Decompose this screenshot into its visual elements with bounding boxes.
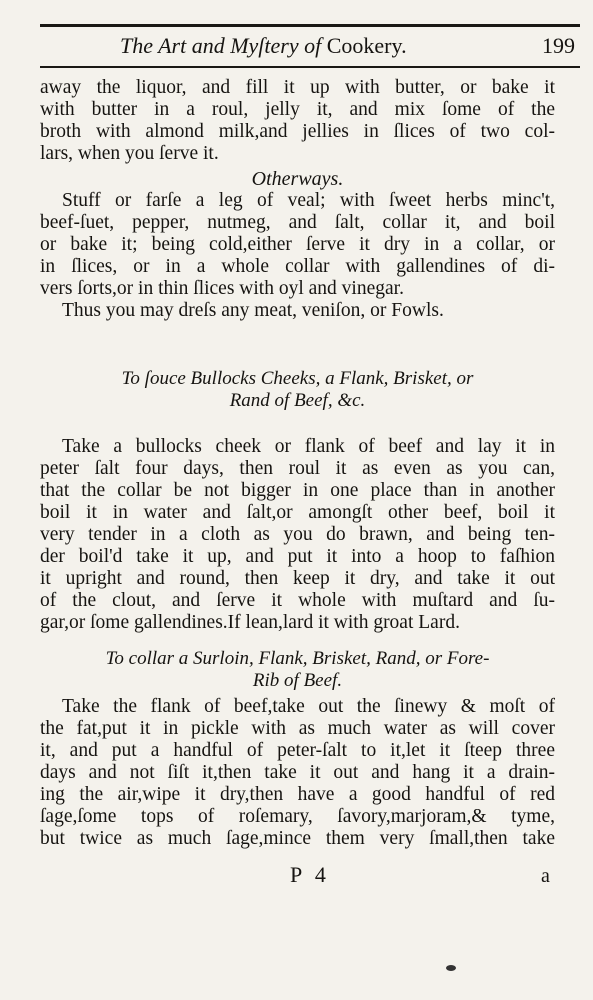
running-title-italic: The Art and Myſtery of <box>120 33 322 58</box>
text-line: of the clout, and ſerve it whole with muſtard and ſu- <box>40 590 555 611</box>
page-number: 199 <box>542 33 575 58</box>
text-line: that the collar be not bigger in one place than in another <box>40 480 555 501</box>
text-line: the fat,put it in pickle with as much water as will cover <box>40 718 555 739</box>
title-line: To collar a Surloin, Flank, Brisket, Rand, or Fore- <box>105 648 490 669</box>
otherways-section <box>40 168 555 322</box>
top-rule <box>40 24 580 27</box>
text-line: days and not ſiſt it,then take it out and hang it a drain- <box>40 762 555 783</box>
text-line: Take the flank of beef,take out the ſinewy & moſt of <box>62 696 555 717</box>
text-line: gar,or ſome gallendines.If lean,lard it with groat Lard. <box>40 612 460 633</box>
text-line: Take a bullocks cheek or flank of beef and lay it in <box>62 436 555 457</box>
intro-paragraph <box>40 77 555 165</box>
page-header <box>40 33 575 63</box>
text-line: it upright and round, then keep it dry, and take it out <box>40 568 555 589</box>
catchword: a <box>541 865 550 887</box>
running-title-roman: Cookery. <box>326 33 407 58</box>
running-title <box>120 33 407 59</box>
signature-mark: P 4 <box>290 862 330 887</box>
text-line: peter ſalt four days, then roul it as even as you can, <box>40 458 555 479</box>
ink-smudge <box>446 965 456 971</box>
title-line: To ſouce Bullocks Cheeks, a Flank, Brisket, or <box>121 368 474 389</box>
title-line: Rib of Beef. <box>252 670 343 691</box>
text-line: but twice as much ſage,mince them very ſmall,then take <box>40 828 555 849</box>
text-line: away the liquor, and fill it up with butter, or bake it <box>40 77 555 98</box>
text-line: boil it in water and ſalt,or amongſt other beef, boil it <box>40 502 555 523</box>
collar-recipe-title <box>40 648 555 692</box>
title-line: Rand of Beef, &c. <box>229 390 366 411</box>
text-line: in ſlices, or in a whole collar with gallendines of di- <box>40 256 555 277</box>
text-line: lars, when you ſerve it. <box>40 143 219 164</box>
collar-recipe-body <box>40 696 555 850</box>
text-line: Stuff or farſe a leg of veal; with ſweet herbs minc't, <box>62 190 555 211</box>
header-rule <box>40 66 580 68</box>
text-line: der boil'd take it up, and put it into a hoop to faſhion <box>40 546 555 567</box>
text-line: with butter in a roul, jelly it, and mix ſome of the <box>40 99 555 120</box>
souce-recipe-body <box>40 436 555 634</box>
text-line: broth with almond milk,and jellies in ſlices of two col- <box>40 121 555 142</box>
text-line: or bake it; being cold,either ſerve it dry in a collar, or <box>40 234 555 255</box>
souce-recipe-title <box>40 368 555 412</box>
text-line: beef-ſuet, pepper, nutmeg, and ſalt, collar it, and boil <box>40 212 555 233</box>
text-line: ing the air,wipe it dry,then have a good handful of red <box>40 784 555 805</box>
text-line: very tender in a cloth as you do brawn, and being ten- <box>40 524 555 545</box>
otherways-heading: Otherways. <box>251 168 344 190</box>
text-line: vers ſorts,or in thin ſlices with oyl and vinegar. <box>40 278 404 299</box>
text-line: it, and put a handful of peter-ſalt to it,let it ſteep three <box>40 740 555 761</box>
text-line: ſage,ſome tops of roſemary, ſavory,marjoram,& tyme, <box>40 806 555 827</box>
text-line: Thus you may dreſs any meat, veniſon, or Fowls. <box>62 300 444 321</box>
